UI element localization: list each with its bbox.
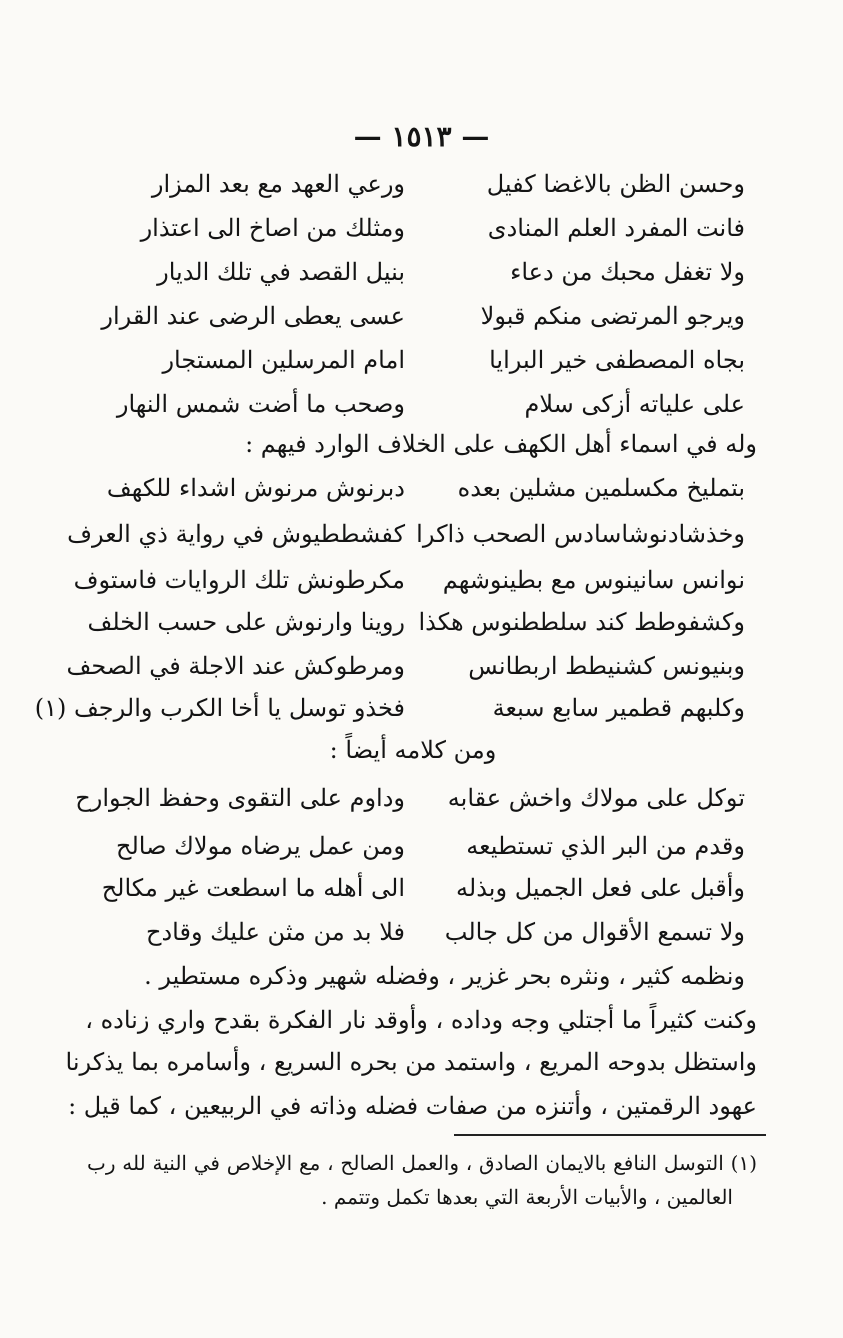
verse-first-hemistich: ولا تسمع الأقوال من كل جالب [444, 918, 745, 946]
verse-second-hemistich: مكرطونش تلك الروايات فاستوف [73, 566, 405, 594]
verse-second-hemistich: ومرطوكش عند الاجلة في الصحف [66, 652, 405, 680]
verse-first-hemistich: نوانس سانينوس مع بطينوشهم [442, 566, 745, 594]
verse-first-hemistich: وبنيونس كشنيطط اربطانس [468, 652, 745, 680]
footnote-line: (١) التوسل النافع بالايمان الصادق ، والعمل الصالح ، مع الإخلاص في النية لله رب [87, 1151, 757, 1175]
verse-second-hemistich: وصحب ما أضت شمس النهار [116, 390, 405, 418]
footnote-line: العالمين ، والأبيات الأربعة التي بعدها تكمل وتتمم . [321, 1185, 733, 1209]
verse-first-hemistich: بتمليخ مكسلمين مشلين بعده [457, 474, 745, 502]
section-intro: وله في اسماء أهل الكهف على الخلاف الوارد فيهم : [245, 430, 757, 458]
verse-second-hemistich: فلا بد من مثن عليك وقادح [146, 918, 405, 946]
verse-first-hemistich: وكشفوطط كند سلططنوس هكذا [418, 608, 745, 636]
verse-second-hemistich: دبرنوش مرنوش اشداء للكهف [106, 474, 405, 502]
verse-first-hemistich: بجاه المصطفى خير البرايا [489, 346, 745, 374]
verse-first-hemistich: وأقبل على فعل الجميل وبذله [456, 874, 745, 902]
verse-second-hemistich: وداوم على التقوى وحفظ الجوارح [75, 784, 405, 812]
verse-first-hemistich: توكل على مولاك واخش عقابه [447, 784, 745, 812]
verse-second-hemistich: ومن عمل يرضاه مولاك صالح [115, 832, 405, 860]
verse-first-hemistich: وخذشادنوشاسادس الصحب ذاكرا [416, 520, 745, 548]
verse-first-hemistich: وقدم من البر الذي تستطيعه [466, 832, 745, 860]
verse-second-hemistich: روينا وارنوش على حسب الخلف [87, 608, 405, 636]
verse-first-hemistich: فانت المفرد العلم المنادى [487, 214, 745, 242]
verse-first-hemistich: ويرجو المرتضى منكم قبولا [480, 302, 745, 330]
verse-first-hemistich: وكلبهم قطمير سابع سبعة [492, 694, 745, 722]
page-number: — ١٥١٣ — [353, 120, 490, 153]
verse-second-hemistich: بنيل القصد في تلك الديار [157, 258, 405, 286]
verse-second-hemistich: فخذو توسل يا أخا الكرب والرجف (١) [34, 694, 405, 722]
footnote-divider [454, 1134, 766, 1136]
verse-second-hemistich: ومثلك من اصاخ الى اعتذار [140, 214, 405, 242]
verse-second-hemistich: ورعي العهد مع بعد المزار [151, 170, 405, 198]
prose-line: واستظل بدوحه المريع ، واستمد من بحره السريع ، وأسامره بما يذكرنا [65, 1048, 757, 1076]
verse-first-hemistich: وحسن الظن بالاغضا كفيل [486, 170, 745, 198]
verse-second-hemistich: كفشططيوش في رواية ذي العرف [67, 520, 405, 548]
verse-second-hemistich: عسى يعطى الرضى عند القرار [101, 302, 405, 330]
section-intro: ومن كلامه أيضاً : [329, 736, 497, 764]
verse-first-hemistich: ولا تغفل محبك من دعاء [510, 258, 745, 286]
verse-second-hemistich: الى أهله ما اسطعت غير مكالح [101, 874, 405, 902]
prose-line: وكنت كثيراً ما أجتلي وجه وداده ، وأوقد نار الفكرة بقدح واري زناده ، [85, 1006, 757, 1034]
prose-line: ونظمه كثير ، ونثره بحر غزير ، وفضله شهير وذكره مستطير . [144, 962, 745, 990]
verse-first-hemistich: على علياته أزكى سلام [524, 390, 745, 418]
verse-second-hemistich: امام المرسلين المستجار [162, 346, 405, 374]
prose-line: عهود الرقمتين ، وأتنزه من صفات فضله وذاته في الربيعين ، كما قيل : [68, 1092, 757, 1120]
